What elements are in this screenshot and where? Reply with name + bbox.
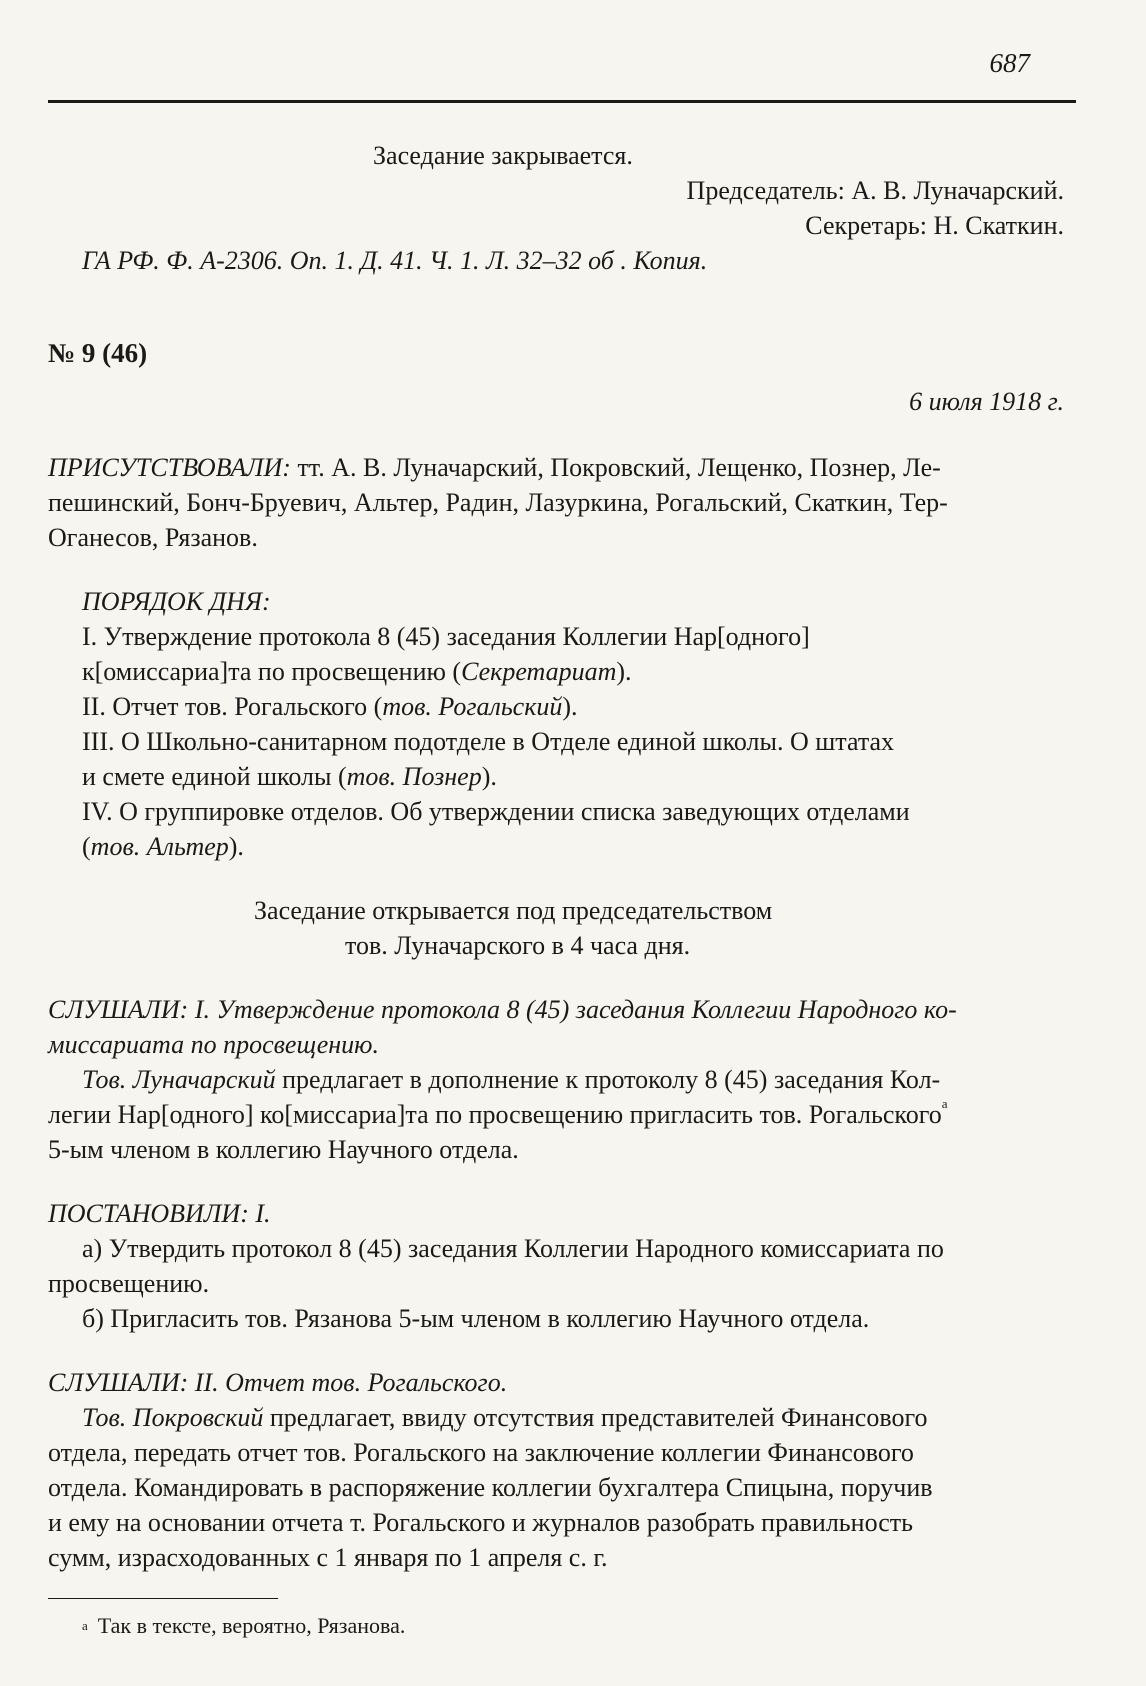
heard-1-speech-1: предлагает в дополнение к протоколу 8 (45) заседания Кол- bbox=[275, 1065, 941, 1094]
heard-2-text-3: отдела. Командировать в распоряжение коллегии бухгалтера Спицына, поручив bbox=[48, 1473, 933, 1502]
agenda-item-2-end: ). bbox=[562, 692, 578, 721]
opening-line-2: тов. Луначарского в 4 часа дня. bbox=[345, 931, 691, 960]
agenda-item-2-text: II. Отчет тов. Рогальского ( bbox=[82, 692, 383, 721]
agenda-item-3-rapporteur: тов. Познер bbox=[346, 762, 482, 791]
footnote-text: Так в тексте, вероятно, Рязанова. bbox=[97, 1613, 406, 1638]
agenda-item-4-line-1: IV. О группировке отделов. Об утверждении списка заведующих отделами bbox=[82, 797, 910, 826]
agenda-item-3-line-2 bbox=[82, 759, 497, 794]
heard-2-speech-1: предлагает, ввиду отсутствия представителей Финансового bbox=[263, 1403, 928, 1432]
agenda-item-1-line-2 bbox=[82, 654, 632, 689]
header-rule bbox=[48, 100, 1076, 103]
chairman-signature: Председатель: А. В. Луначарский. bbox=[686, 176, 1064, 205]
heard-1-line-1: СЛУШАЛИ: I. Утверждение протокола 8 (45) заседания Коллегии Народного ко- bbox=[48, 995, 957, 1024]
heard-2-text-4: и ему на основании отчета т. Рогальского и журналов разобрать правильность bbox=[48, 1508, 913, 1537]
footnote-mark: а bbox=[82, 1618, 88, 1633]
present-label: ПРИСУТСТВОВАЛИ: bbox=[48, 453, 291, 482]
session-closes: Заседание закрывается. bbox=[373, 141, 633, 170]
page-number: 687 bbox=[989, 48, 1030, 78]
agenda-item-3-text: и смете единой школы ( bbox=[82, 762, 347, 791]
footnote-rule bbox=[48, 1598, 278, 1599]
agenda-item-3-end: ). bbox=[481, 762, 497, 791]
resolved-1-label: ПОСТАНОВИЛИ: I. bbox=[48, 1199, 271, 1228]
heard-2-text-1 bbox=[82, 1400, 1064, 1435]
agenda-title: ПОРЯДОК ДНЯ: bbox=[82, 587, 271, 616]
heard-1-speaker: Тов. Луначарский bbox=[82, 1065, 276, 1094]
agenda-item-1-line-1: I. Утверждение протокола 8 (45) заседания Коллегии Нар[одного] bbox=[82, 622, 810, 651]
heard-2-text-5: сумм, израсходованных с 1 января по 1 апреля с. г. bbox=[48, 1543, 608, 1572]
agenda-item-2 bbox=[82, 689, 578, 724]
agenda-item-1-end: ). bbox=[616, 657, 632, 686]
present-line-3: Оганесов, Рязанов. bbox=[48, 523, 258, 552]
agenda-item-3-line-1: III. О Школьно-санитарном подотделе в Отделе единой школы. О штатах bbox=[82, 727, 895, 756]
footnote-ref-a: а bbox=[941, 1096, 948, 1111]
footnote bbox=[82, 1612, 405, 1640]
agenda-item-4-line-2 bbox=[82, 829, 244, 864]
agenda-item-1-text: к[омиссариа]та по просвещению ( bbox=[82, 657, 462, 686]
resolved-1-b: б) Пригласить тов. Рязанова 5-ым членом в коллегию Научного отдела. bbox=[82, 1304, 870, 1333]
document-number: № 9 (46) bbox=[48, 338, 148, 368]
heard-2-speaker: Тов. Покровский bbox=[82, 1403, 264, 1432]
present-text-1: тт. А. В. Луначарский, Покровский, Лещенко, Познер, Ле- bbox=[297, 453, 941, 482]
heard-1-speech-2: легии Нар[одного] ко[миссариа]та по просвещению пригласить тов. Рогальского bbox=[48, 1100, 942, 1129]
heard-1-text-1 bbox=[82, 1062, 1064, 1097]
agenda-item-4-rapporteur: тов. Альтер bbox=[90, 832, 229, 861]
present-line-2: пешинский, Бонч-Бруевич, Альтер, Радин, Лазуркина, Рогальский, Скаткин, Тер- bbox=[48, 488, 948, 517]
agenda-item-4-end: ). bbox=[228, 832, 244, 861]
opening-line-1: Заседание открывается под председательством bbox=[254, 896, 773, 925]
heard-1-text-3: 5-ым членом в коллегию Научного отдела. bbox=[48, 1135, 519, 1164]
heard-1-text-2 bbox=[48, 1097, 1064, 1132]
present-line-1 bbox=[48, 450, 1064, 485]
heard-2-title: СЛУШАЛИ: II. Отчет тов. Рогальского. bbox=[48, 1368, 508, 1397]
agenda-item-1-rapporteur: Секретариат bbox=[461, 657, 617, 686]
archive-source: ГА РФ. Ф. А-2306. Оп. 1. Д. 41. Ч. 1. Л. 32–32 об . Копия. bbox=[82, 246, 708, 275]
document-date: 6 июля 1918 г. bbox=[909, 387, 1064, 416]
secretary-signature: Секретарь: Н. Скаткин. bbox=[805, 211, 1064, 240]
resolved-1-a-line-1: а) Утвердить протокол 8 (45) заседания Коллегии Народного комиссариата по bbox=[82, 1234, 944, 1263]
heard-1-line-2: миссариата по просвещению. bbox=[48, 1030, 380, 1059]
agenda-item-4-open: ( bbox=[82, 832, 91, 861]
resolved-1-a-line-2: просвещению. bbox=[48, 1269, 210, 1298]
heard-2-text-2: отдела, передать отчет тов. Рогальского на заключение коллегии Финансового bbox=[48, 1438, 914, 1467]
agenda-item-2-rapporteur: тов. Рогальский bbox=[382, 692, 563, 721]
